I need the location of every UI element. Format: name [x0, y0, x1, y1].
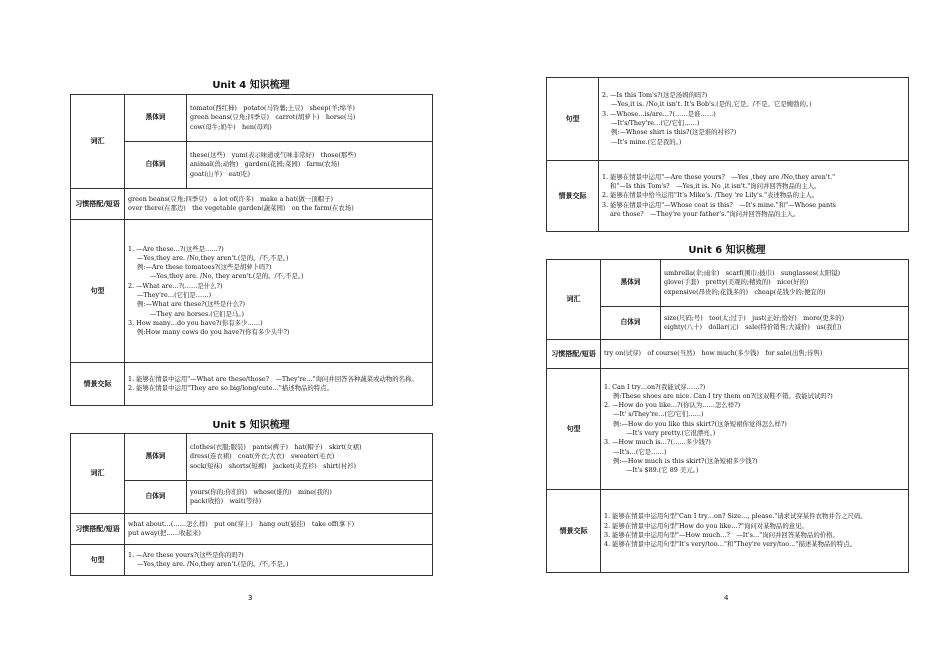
unit4-plain-line: animal(兽;动物) garden(花园;菜园) farm(农场) — [190, 160, 340, 169]
unit4-sentence-line: —They are horses.(它们是马。) — [150, 309, 245, 318]
unit6-sentence-line: —It's…(它是……) — [613, 447, 667, 456]
unit5-cont-sentence-row — [547, 78, 909, 161]
unit4-phrase-line: green beans(豆角;四季豆) a lot of(许多) make a hat(做一顶帽子) — [128, 194, 333, 203]
unit4-sentence-line: 例:—What are these?(这些是什么?) — [137, 300, 246, 309]
unit4-cat-phrase: 习惯搭配/短语 — [71, 189, 125, 220]
unit6-sentence-line: 例:—How do you like this skirt?(这条短裙你觉得怎么样?) — [613, 419, 787, 428]
unit5-cont-sentence-line: —It's/They're…(它/它们……) — [611, 119, 700, 127]
unit5-cont-cat-sentence: 句型 — [547, 78, 599, 161]
unit5-sub-bold: 黑体词 — [125, 434, 187, 481]
unit6-vocab-plain-row — [547, 307, 909, 340]
unit4-situation-line: 1. 能够在情景中运用"—What are these/those? —They're…"询问并回答各种蔬菜或动物的名称。 — [128, 374, 418, 383]
unit6-sentence-line: 1. Can I try…on?(我能试穿……?) — [604, 382, 706, 391]
unit6-title: Unit 6 知识梳理 — [688, 245, 766, 256]
unit4-sentence-line: —Yes,they are. /No,they aren't.(是的。/不,不是。) — [137, 253, 289, 262]
unit4-cat-sentence: 句型 — [71, 220, 125, 363]
unit6-bold-line: expensive(昂贵的;花钱多的) cheap(花钱少的;便宜的) — [664, 287, 826, 296]
unit5-phrase-line: what about…(……怎么样) put on(穿上) hang out(悬挂) take off(拿下) — [128, 519, 355, 528]
unit6-sentence-line: 例:These shoes are nice. Can I try them on?(这双鞋不错。我能试试吗?) — [613, 391, 833, 400]
unit6-situation-line: 4. 能够在情景中运用句型"It's very/too…"和"They're very/too…"描述某物品的特点。 — [604, 540, 856, 549]
unit4-sentence-line: 例:How many cows do you have?(你有多少头牛?) — [137, 328, 290, 337]
unit5-cont-sentence-line: —It's mine.(它是我的。) — [611, 137, 682, 146]
page-number-right: 4 — [724, 594, 729, 602]
unit6-bold-line: glove(手套) pretty(美观的;精致的) nice(好的) — [664, 278, 809, 287]
unit6-sentence-line: —It's very pretty.(它很漂亮。) — [626, 429, 716, 437]
unit4-title: Unit 4 知识梳理 — [212, 80, 290, 91]
unit4-table — [70, 94, 433, 406]
unit5-bold-line: dress(连衣裙) coat(外衣;大衣) sweater(毛衣) — [190, 452, 335, 461]
unit5-phrase-row — [71, 514, 433, 545]
unit4-sentence-line: —They're…(它们是……) — [137, 291, 212, 299]
unit4-bold-line: green beans(豆角;四季豆) carrot(胡萝卜) horse(马) — [190, 113, 356, 122]
unit4-sentence-line: 2. —What are…?(……是什么?) — [128, 281, 223, 290]
unit6-cat-vocab: 词汇 — [547, 260, 601, 340]
unit4-phrase-row — [71, 189, 433, 220]
unit5-title: Unit 5 知识梳理 — [212, 420, 290, 431]
unit4-situation-row — [71, 363, 433, 406]
unit6-sentence-line: —It' s/They're…(它/它们……) — [613, 410, 704, 419]
unit5-cont-situation-line: are those? —They're your father's."询问并回答物品的主人。 — [610, 209, 800, 218]
unit6-cat-sentence: 句型 — [547, 369, 601, 490]
unit5-cont-sentence-line: 2. —Is this Tom's?(这是汤姆的吗?) — [602, 91, 708, 100]
unit5-plain-line: pack(收拾) wait(等待) — [190, 497, 262, 505]
unit6-sub-bold: 黑体词 — [601, 260, 661, 307]
unit5-plain-line: yours(你的;你们的) whose(谁的) mine(我的) — [190, 487, 332, 496]
unit6-vocab-bold-row — [547, 260, 909, 307]
unit6-situation-row — [547, 490, 909, 573]
unit5-phrase-line: put away(把……收起来) — [128, 529, 201, 537]
unit4-sentence-line: —Yes,they are. /No, they aren't.(是的。/不,不是。) — [150, 272, 304, 281]
unit6-plain-line: size(尺码;号) too(太;过于) just(正好;恰好) more(更多的) — [664, 313, 845, 322]
unit5-vocab-bold-row — [71, 434, 433, 481]
unit6-situation-line: 2. 能够在情景中运用句型"How do you like…?"询问对某物品的意见。 — [604, 521, 808, 530]
unit4-bold-line: tomato(西红柿) potato(马铃薯;土豆) sheep(羊;绵羊) — [190, 104, 355, 113]
unit5-cont-sentence-line: 3. —Whose…is/are…?(……是谁……) — [602, 109, 716, 118]
unit5-bold-line: clothes(衣服;服装) pants(裤子) hat(帽子) skirt(女裙) — [190, 443, 362, 452]
unit5-sentence-row — [71, 545, 433, 576]
unit5-cont-sentence-line: —Yes,it is. /No,it isn't. It's Bob's.(是的,它是。/不是。它是鲍勃的。) — [611, 100, 812, 109]
unit6-phrase-row — [547, 340, 909, 369]
unit5-cont-cat-situation: 情景交际 — [547, 161, 599, 232]
unit5-cont-situation-line: 1. 能够在情景中运用"—Are these yours? —Yes ,they are /No,they aren't." — [602, 172, 836, 181]
unit6-plain-line: eighty(八十) dollar(元) sale(特价销售;大减价) us(我们) — [664, 323, 842, 331]
unit6-situation-line: 3. 能够在情景中运用句型"—How much…? —It's…"询问并回答某物品的价格。 — [604, 531, 839, 539]
unit5-cont-table — [546, 77, 909, 232]
unit5-sub-plain: 白体词 — [125, 481, 187, 514]
unit6-cat-situation: 情景交际 — [547, 490, 601, 573]
unit5-cat-vocab: 词汇 — [71, 434, 125, 514]
unit4-sub-plain: 白体词 — [125, 142, 187, 189]
unit4-cat-situation: 情景交际 — [71, 363, 125, 406]
unit6-situation-line: 1. 能够在情景中运用句型"Can I try…on? Size…, please."请求试穿某件衣物并告之尺码。 — [604, 512, 867, 521]
unit6-sentence-row — [547, 369, 909, 490]
unit6-cat-phrase: 习惯搭配/短语 — [547, 340, 601, 369]
unit4-situation-line: 2. 能够在情景中运用"They are so big/long/cute…"描述物品的特点。 — [128, 384, 333, 392]
unit4-sentence-line: 3. How many…do you have?(你有多少……) — [128, 318, 263, 327]
unit6-sentence-line: 例:—How much is this skirt?(这条短裙多少钱?) — [613, 456, 758, 465]
unit5-cont-situation-line: 2. 能够在情景中恰当运用"It's Mike's. /They 're Lily's."表述物品的主人。 — [602, 191, 819, 200]
unit4-cat-vocab: 词汇 — [71, 95, 125, 189]
unit4-plain-line: these(这些) yum(表示味道或气味非常好) those(那些) — [190, 151, 357, 160]
unit4-phrase-line: over there(在那边) the vegetable garden(蔬菜园) on the farm(在农场) — [128, 204, 354, 212]
page-number-left: 3 — [248, 594, 253, 602]
unit4-sentence-row — [71, 220, 433, 363]
unit6-sentence-line: 3. —How much is…?(……多少钱?) — [604, 438, 711, 447]
unit4-sentence-line: 1. —Are these…?(这些是……?) — [128, 244, 224, 253]
unit5-table — [70, 433, 433, 576]
unit5-cat-phrase: 习惯搭配/短语 — [71, 514, 125, 545]
unit5-cont-situation-line: 和"—Is this Tom's? —Yes,it is. No ,it isn't."询问并回答物品的主人。 — [610, 182, 821, 191]
unit5-cont-situation-row — [547, 161, 909, 232]
unit4-sentence-line: 例:—Are these tomatoes?(这些是胡萝卜吗?) — [137, 263, 272, 272]
unit6-bold-line: umbrella(伞;雨伞) scarf(围巾;披巾) sunglasses(太阳镜) — [664, 269, 841, 278]
unit6-table — [546, 259, 909, 573]
unit4-sub-bold: 黑体词 — [125, 95, 187, 142]
unit6-phrase-line: try on(试穿) of course(当然) how much(多少钱) for sale(出售;待售) — [604, 349, 823, 358]
unit6-sentence-line: —It's $89.(它 89 美元。) — [626, 466, 699, 475]
unit4-bold-line: cow(母牛;奶牛) hen(母鸡) — [190, 122, 272, 131]
unit5-cont-situation-line: 3. 能够在情景中运用"—Whose coat is this? —It's mine."和"—Whose pants — [602, 200, 836, 209]
unit5-sentence-line: —Yes,they are. /No,they aren't.(是的。/不,不是。) — [137, 560, 289, 568]
unit6-sub-plain: 白体词 — [601, 307, 661, 340]
unit5-vocab-plain-row — [71, 481, 433, 514]
unit4-plain-line: goat(山羊) eat(吃) — [190, 169, 251, 178]
unit4-vocab-plain-row — [71, 142, 433, 189]
unit5-sentence-line: 1. —Are these yours?(这些是你的吗?) — [128, 550, 244, 559]
unit6-sentence-line: 2. —How do you like…?(你认为……怎么样?) — [604, 401, 741, 410]
unit4-vocab-bold-row — [71, 95, 433, 142]
unit5-bold-line: sock(短袜) shorts(短裤) jacket(夹克衫) shirt(衬衫) — [190, 461, 357, 470]
unit5-cont-sentence-line: 例:—Whose shirt is this?(这是谁的衬衫?) — [611, 128, 737, 137]
unit5-cat-sentence: 句型 — [71, 545, 125, 576]
